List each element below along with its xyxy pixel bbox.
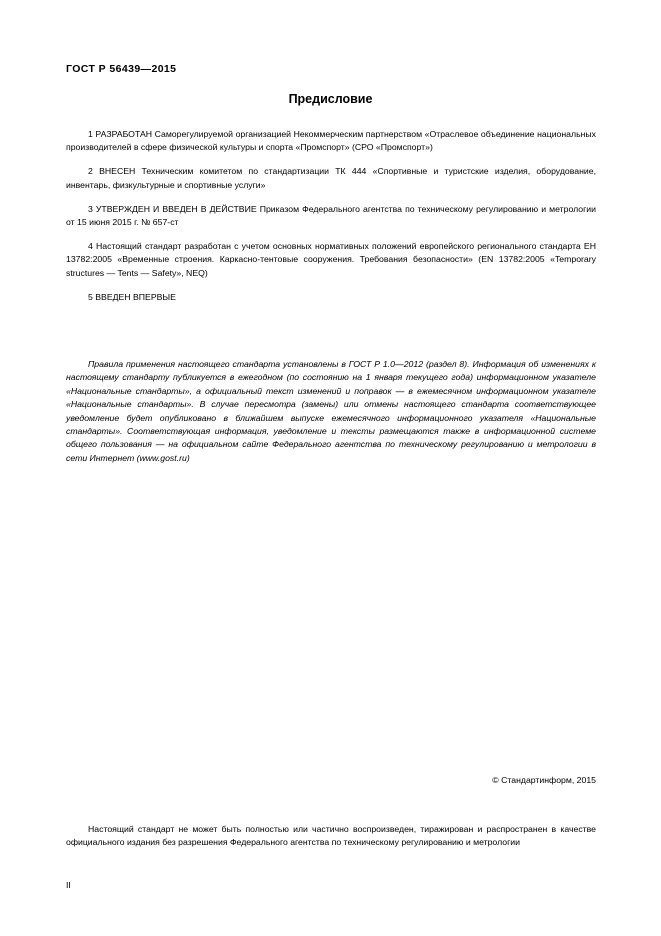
- application-rules-text: Правила применения настоящего стандарта установлены в ГОСТ Р 1.0—2012 (раздел 8). Информация об изменениях к настоящему стандарту публикуется в ежегодном (по состоянию на 1 января текущего года) информационном указателе «Национальные стандарты», а официальный текст изменений и поправок — в ежемесячном информационном указателе «Национальные стандарты». В случае пересмотра (замены) или отмены настоящего стандарта соответствующее уведомление будет опубликовано в ближайшем выпуске ежемесячного информационного указателя «Национальные стандарты». Соответствующая информация, уведомление и тексты размещаются также в информационной системе общего пользования — на официальном сайте Федерального агентства по техническому регулированию и метрологии в сети Интернет (www.gost.ru): [66, 359, 596, 463]
- application-rules-note: [66, 358, 596, 465]
- preface-clauses: [66, 128, 596, 315]
- clause-item: 4 Настоящий стандарт разработан с учетом основных нормативных положений европейского регионального стандарта EH 13782:2005 «Временные строения. Каркасно-тентовые сооружения. Требования безопасности» (EN 13782:2005 «Temporary structures — Tents — Safety», NEQ): [66, 241, 596, 278]
- reproduction-notice-text: Настоящий стандарт не может быть полностью или частично воспроизведен, тиражирован и распространен в качестве официального издания без разрешения Федерального агентства по техническому регулированию и метрологии: [66, 824, 596, 848]
- copyright-line: © Стандартинформ, 2015: [492, 775, 596, 785]
- clause-item: 3 УТВЕРЖДЕН И ВВЕДЕН В ДЕЙСТВИЕ Приказом Федерального агентства по техническому регулированию и метрологии от 15 июня 2015 г. № 657-ст: [66, 203, 596, 228]
- clause-item: 2 ВНЕСЕН Техническим комитетом по стандартизации ТК 444 «Спортивные и туристские изделия, оборудование, инвентарь, физкультурные и спортивные услуги»: [66, 166, 596, 190]
- reproduction-notice: [66, 823, 596, 849]
- page-title: Предисловие: [288, 92, 373, 106]
- standard-designation: ГОСТ Р 56439—2015: [66, 63, 177, 75]
- clause-item: 5 ВВЕДЕН ВПЕРВЫЕ: [88, 291, 176, 302]
- clause-item: 1 РАЗРАБОТАН Саморегулируемой организацией Некоммерческим партнерством «Отраслевое объединение национальных производителей в сфере физической культуры и спорта «Промспорт» (СРО «Промспорт»): [66, 129, 596, 153]
- page-number: II: [66, 880, 71, 890]
